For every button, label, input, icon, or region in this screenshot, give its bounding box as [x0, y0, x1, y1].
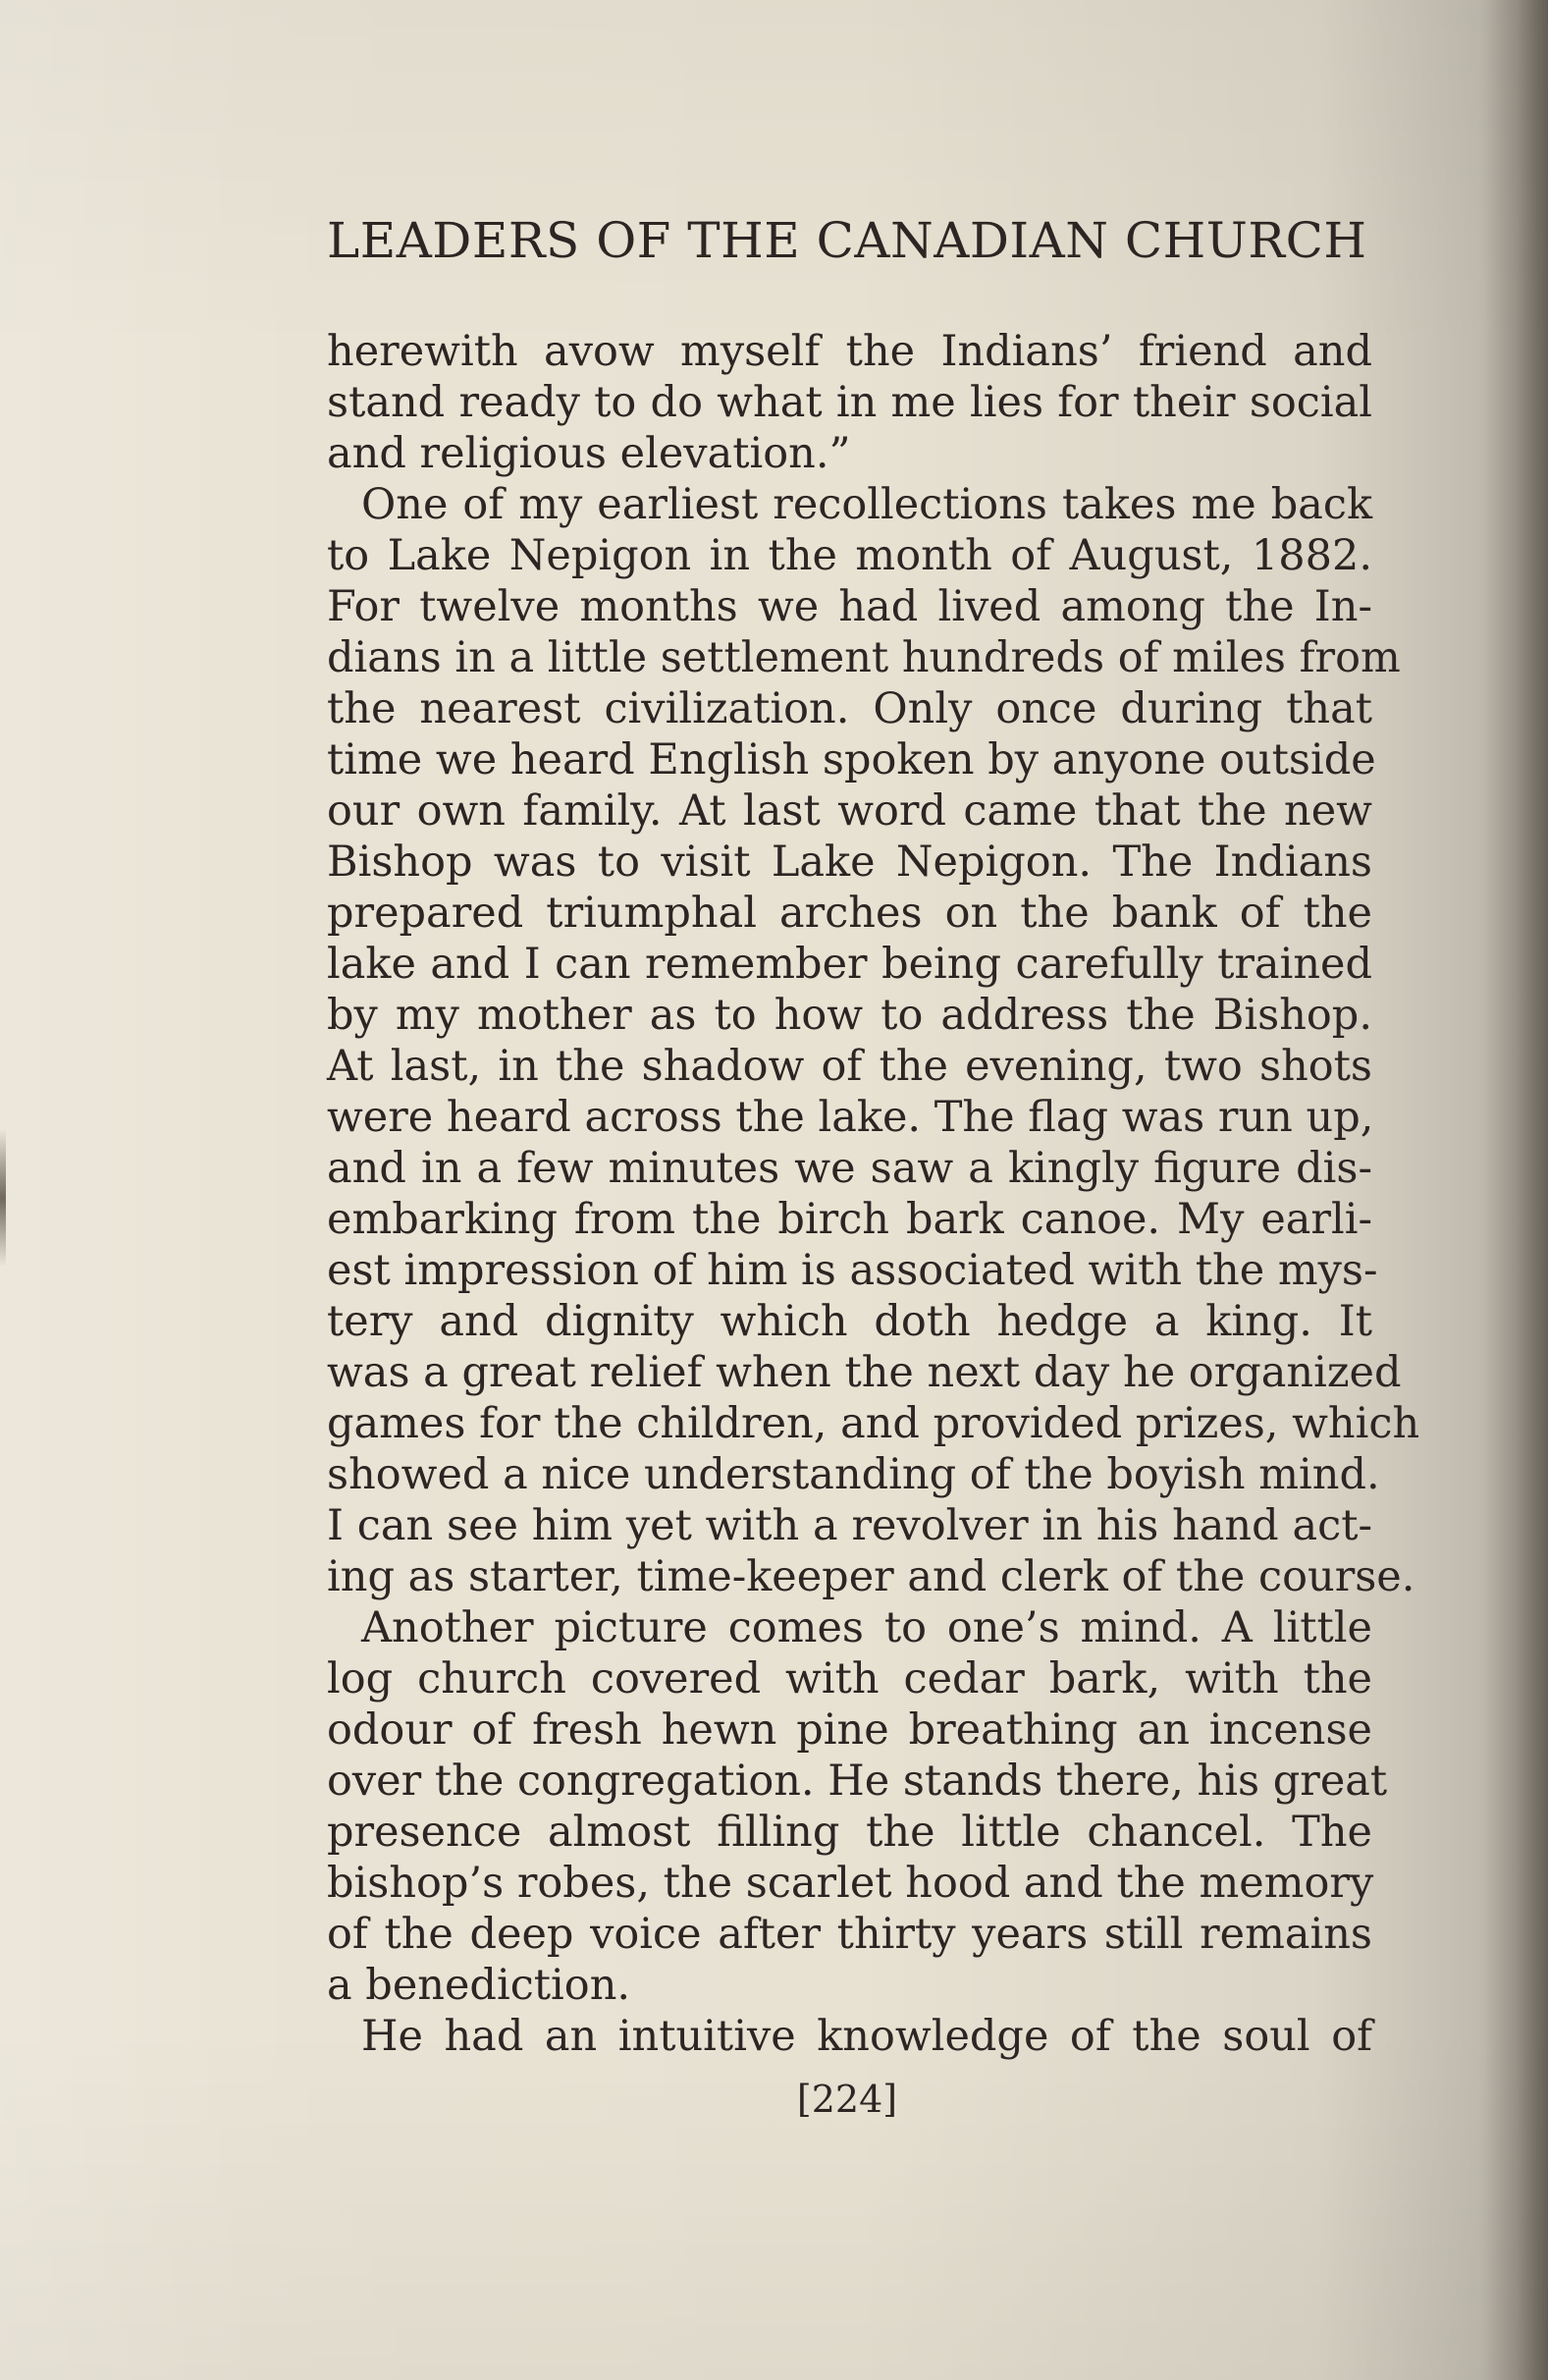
text-line: of the deep voice after thirty years still remains [327, 1910, 1372, 1959]
text-line: and religious elevation.” [327, 429, 851, 478]
text-line: At last, in the shadow of the evening, two shots [327, 1042, 1372, 1091]
page-number: [224] [796, 2078, 898, 2121]
text-line: presence almost filling the little chancel. The [327, 1808, 1372, 1857]
text-line: One of my earliest recollections takes me back [361, 480, 1372, 529]
text-line: odour of fresh hewn pine breathing an incense [327, 1705, 1372, 1755]
text-line: embarking from the birch bark canoe. My earli- [327, 1195, 1372, 1244]
text-line: dians in a little settlement hundreds of miles from [327, 633, 1401, 682]
page-edge-mark [0, 1129, 6, 1267]
text-line: est impression of him is associated with the mys- [327, 1246, 1378, 1295]
text-line: herewith avow myself the Indians’ friend and [327, 327, 1372, 376]
text-line: time we heard English spoken by anyone outside [327, 735, 1376, 784]
text-line: and in a few minutes we saw a kingly figure dis- [327, 1144, 1372, 1193]
text-line: stand ready to do what in me lies for their social [327, 378, 1372, 427]
text-line: I can see him yet with a revolver in his hand act- [327, 1501, 1372, 1550]
text-line: ing as starter, time-keeper and clerk of the course. [327, 1552, 1415, 1601]
text-line: over the congregation. He stands there, his great [327, 1757, 1388, 1806]
text-line: our own family. At last word came that the new [327, 786, 1372, 836]
text-line: to Lake Nepigon in the month of August, 1882. [327, 531, 1372, 580]
text-line: lake and I can remember being carefully trained [327, 940, 1372, 989]
text-line: by my mother as to how to address the Bishop. [327, 991, 1372, 1040]
text-line: bishop’s robes, the scarlet hood and the memory [327, 1859, 1374, 1908]
text-line: the nearest civilization. Only once during that [327, 684, 1372, 733]
running-head: LEADERS OF THE CANADIAN CHURCH [327, 212, 1367, 269]
text-line: Another picture comes to one’s mind. A little [361, 1603, 1372, 1652]
text-line: He had an intuitive knowledge of the soul of [361, 2012, 1372, 2061]
text-line: a benediction. [327, 1961, 631, 2010]
text-line: For twelve months we had lived among the In- [327, 582, 1372, 631]
text-line: were heard across the lake. The flag was run up, [327, 1093, 1374, 1142]
text-line: log church covered with cedar bark, with the [327, 1654, 1372, 1704]
text-line: was a great relief when the next day he organized [327, 1348, 1402, 1397]
text-line: prepared triumphal arches on the bank of the [327, 889, 1372, 938]
text-line: showed a nice understanding of the boyish mind. [327, 1450, 1380, 1499]
text-line: Bishop was to visit Lake Nepigon. The Indians [327, 838, 1372, 887]
page-gutter-shadow [1479, 0, 1548, 2380]
text-line: games for the children, and provided prizes, which [327, 1399, 1420, 1448]
text-line: tery and dignity which doth hedge a king. It [327, 1297, 1372, 1346]
